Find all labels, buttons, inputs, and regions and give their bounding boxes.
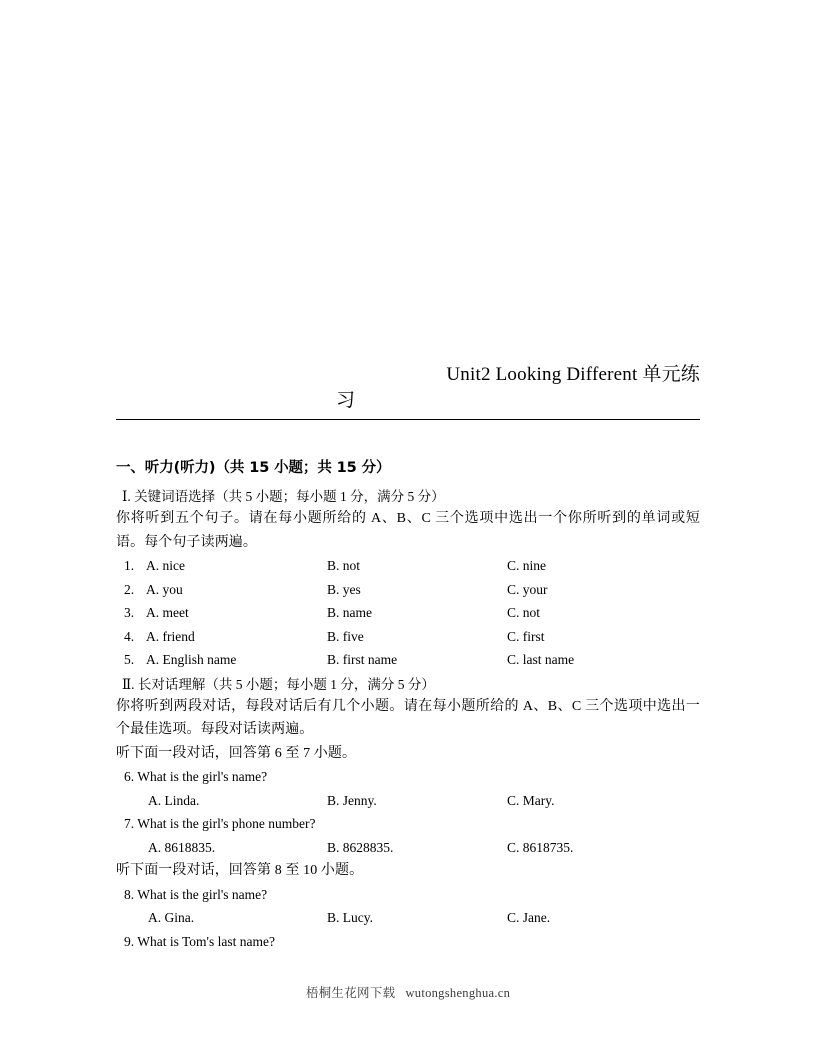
question-8-stem: 8. What is the girl's name? [124, 886, 268, 902]
option-c[interactable]: C. first [507, 628, 545, 644]
part1-instruction: 你将听到五个句子。请在每小题所给的 A、B、C 三个选项中选出一个你所听到的单词或短语。每个句子读两遍。 [116, 511, 700, 550]
question-row-1 [116, 554, 700, 578]
dialogue-1-note: 听下面一段对话，回答第 6 至 7 小题。 [116, 745, 357, 761]
question-7-options [116, 836, 700, 860]
question-number: 4. [124, 628, 135, 644]
dialogue-2-note: 听下面一段对话，回答第 8 至 10 小题。 [116, 863, 364, 878]
question-6-stem: 6. What is the girl's name? [124, 769, 268, 784]
question-9-stem: 9. What is Tom's last name? [124, 933, 275, 949]
option-a[interactable]: A. Gina. [148, 910, 195, 925]
section-header-listening: 一、听力(听力)（共 15 小题；共 15 分） [116, 460, 391, 476]
document-content [116, 362, 700, 953]
option-b[interactable]: B. Lucy. [327, 910, 373, 925]
option-c[interactable]: C. your [507, 581, 548, 597]
subsection-part2-heading: Ⅱ. 长对话理解（共 5 小题；每小题 1 分，满分 5 分） [122, 676, 435, 692]
question-row-5 [116, 648, 700, 672]
question-number: 1. [124, 558, 135, 573]
option-b[interactable]: B. name [327, 605, 372, 620]
title-divider [116, 419, 700, 420]
option-b[interactable]: B. Jenny. [327, 792, 377, 808]
option-b[interactable]: B. not [327, 558, 361, 573]
option-a[interactable]: A. 8618835. [148, 839, 216, 855]
question-row-2 [116, 578, 700, 602]
footer-label: 梧桐生花网下载 [305, 986, 396, 1000]
option-a[interactable]: A. nice [146, 558, 185, 573]
question-row-3 [116, 601, 700, 625]
question-row-4 [116, 625, 700, 649]
option-a[interactable]: A. Linda. [148, 792, 200, 808]
part2-instruction: 你将听到两段对话，每段对话后有几个小题。请在每小题所给的 A、B、C 三个选项中选出一个最佳选项。每段对话读两遍。 [116, 698, 700, 737]
option-c[interactable]: C. 8618735. [507, 839, 574, 855]
page-title-line2: 习 [336, 390, 356, 411]
question-number: 5. [124, 652, 135, 667]
page-title-line1: Unit2 Looking Different 单元练 [446, 364, 700, 385]
page-title [116, 362, 700, 416]
footer-watermark [0, 983, 816, 1001]
option-b[interactable]: B. yes [327, 581, 361, 597]
subsection-part1-heading: Ⅰ. 关键词语选择（共 5 小题；每小题 1 分，满分 5 分） [122, 489, 445, 504]
option-b[interactable]: B. first name [327, 652, 398, 667]
option-b[interactable]: B. five [327, 628, 364, 644]
question-7-stem: 7. What is the girl's phone number? [124, 816, 316, 831]
option-c[interactable]: C. Jane. [507, 910, 551, 925]
question-8-options [116, 906, 700, 930]
option-a[interactable]: A. you [146, 581, 183, 597]
option-c[interactable]: C. not [507, 605, 541, 620]
question-number: 3. [124, 605, 135, 620]
option-a[interactable]: A. meet [146, 605, 189, 620]
question-number: 2. [124, 581, 135, 597]
footer-site: wutongshenghua.cn [405, 986, 511, 1000]
question-6-options [116, 789, 700, 813]
option-b[interactable]: B. 8628835. [327, 839, 394, 855]
option-c[interactable]: C. last name [507, 652, 575, 667]
option-a[interactable]: A. English name [146, 652, 237, 667]
option-a[interactable]: A. friend [146, 628, 195, 644]
option-c[interactable]: C. nine [507, 558, 546, 573]
option-c[interactable]: C. Mary. [507, 792, 555, 808]
